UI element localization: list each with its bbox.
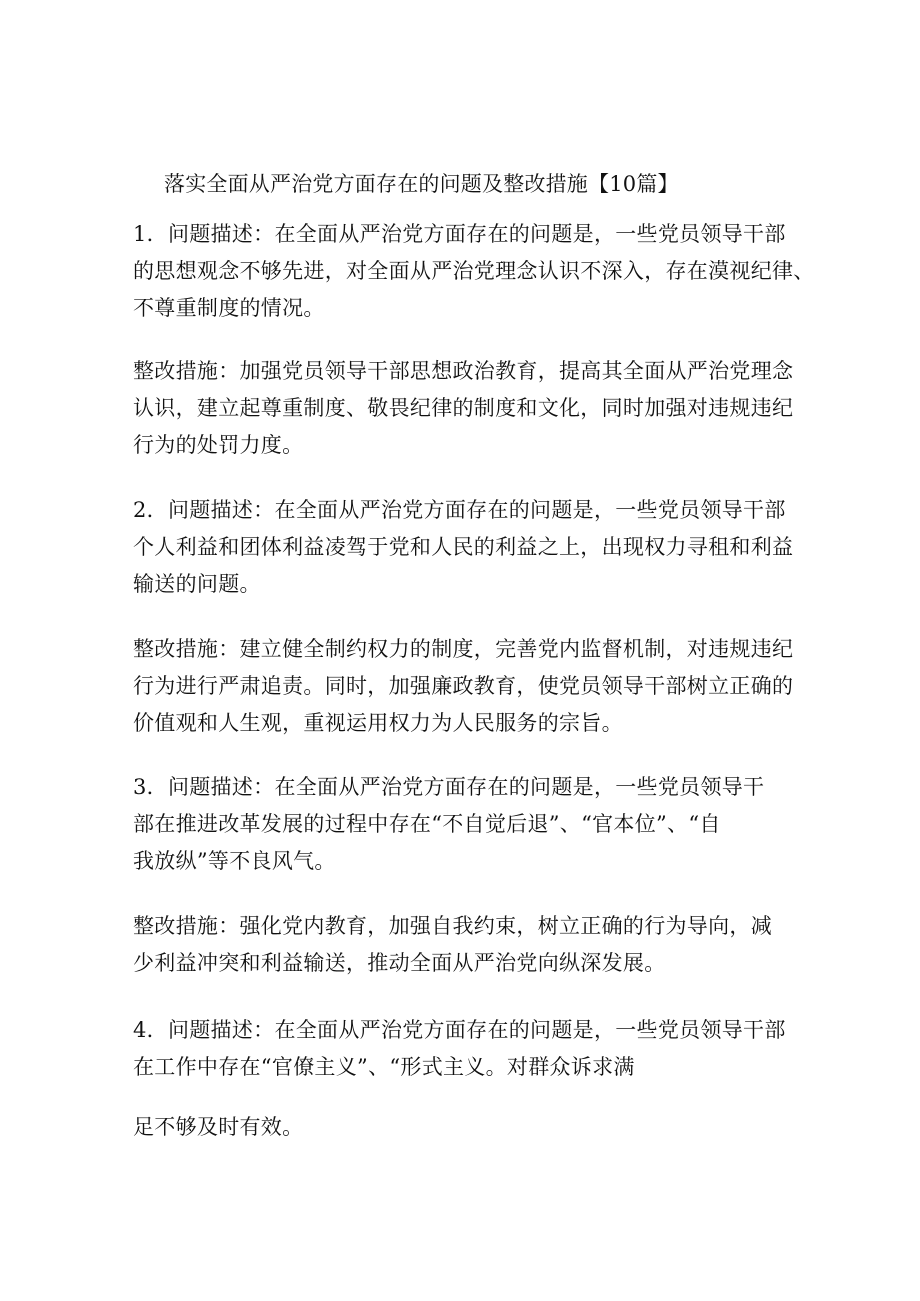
text-line: 在工作中存在“官僚主义”、“形式主义。对群众诉求满 xyxy=(133,1055,635,1079)
paragraph-measure-1 xyxy=(133,353,813,464)
text-line: 行为的处罚力度。 xyxy=(133,433,304,457)
text-line: 2．问题描述：在全面从严治党方面存在的问题是，一些党员领导干部 xyxy=(133,498,786,522)
text-line: 1．问题描述：在全面从严治党方面存在的问题是，一些党员领导干部 xyxy=(133,222,786,246)
text-line: 不尊重制度的情况。 xyxy=(133,296,325,320)
paragraph-issue-3 xyxy=(133,769,813,880)
paragraph-issue-4-continued xyxy=(133,1109,813,1146)
text-line: 个人利益和团体利益凌驾于党和人民的利益之上，出现权力寻租和利益 xyxy=(133,535,794,559)
text-line: 输送的问题。 xyxy=(133,572,261,596)
paragraph-issue-2 xyxy=(133,492,813,603)
text-line: 3．问题描述：在全面从严治党方面存在的问题是，一些党员领导干 xyxy=(133,775,765,799)
text-line: 足不够及时有效。 xyxy=(133,1115,304,1139)
paragraph-issue-1 xyxy=(133,216,813,327)
document-title: 落实全面从严治党方面存在的问题及整改措施【10篇】 xyxy=(164,172,679,196)
text-line: 部在推进改革发展的过程中存在“不自觉后退”、“官本位”、“自 xyxy=(133,812,721,836)
paragraph-issue-4 xyxy=(133,1012,813,1086)
text-line: 4．问题描述：在全面从严治党方面存在的问题是，一些党员领导干部 xyxy=(133,1018,786,1042)
text-line: 整改措施：强化党内教育，加强自我约束，树立正确的行为导向，减 xyxy=(133,914,772,938)
text-line: 整改措施：建立健全制约权力的制度，完善党内监督机制，对违规违纪 xyxy=(133,637,794,661)
text-line: 行为进行严肃追责。同时，加强廉政教育，使党员领导干部树立正确的 xyxy=(133,674,794,698)
text-line: 整改措施：加强党员领导干部思想政治教育，提高其全面从严治党理念 xyxy=(133,359,794,383)
text-line: 少利益冲突和利益输送，推动全面从严治党向纵深发展。 xyxy=(133,951,666,975)
text-line: 价值观和人生观，重视运用权力为人民服务的宗旨。 xyxy=(133,711,623,735)
text-line: 认识，建立起尊重制度、敬畏纪律的制度和文化，同时加强对违规违纪 xyxy=(133,396,794,420)
paragraph-measure-2 xyxy=(133,631,813,742)
paragraph-measure-3 xyxy=(133,908,813,982)
text-line: 的思想观念不够先进，对全面从严治党理念认识不深入，存在漠视纪律、 xyxy=(133,259,815,283)
text-line: 我放纵”等不良风气。 xyxy=(133,849,336,873)
